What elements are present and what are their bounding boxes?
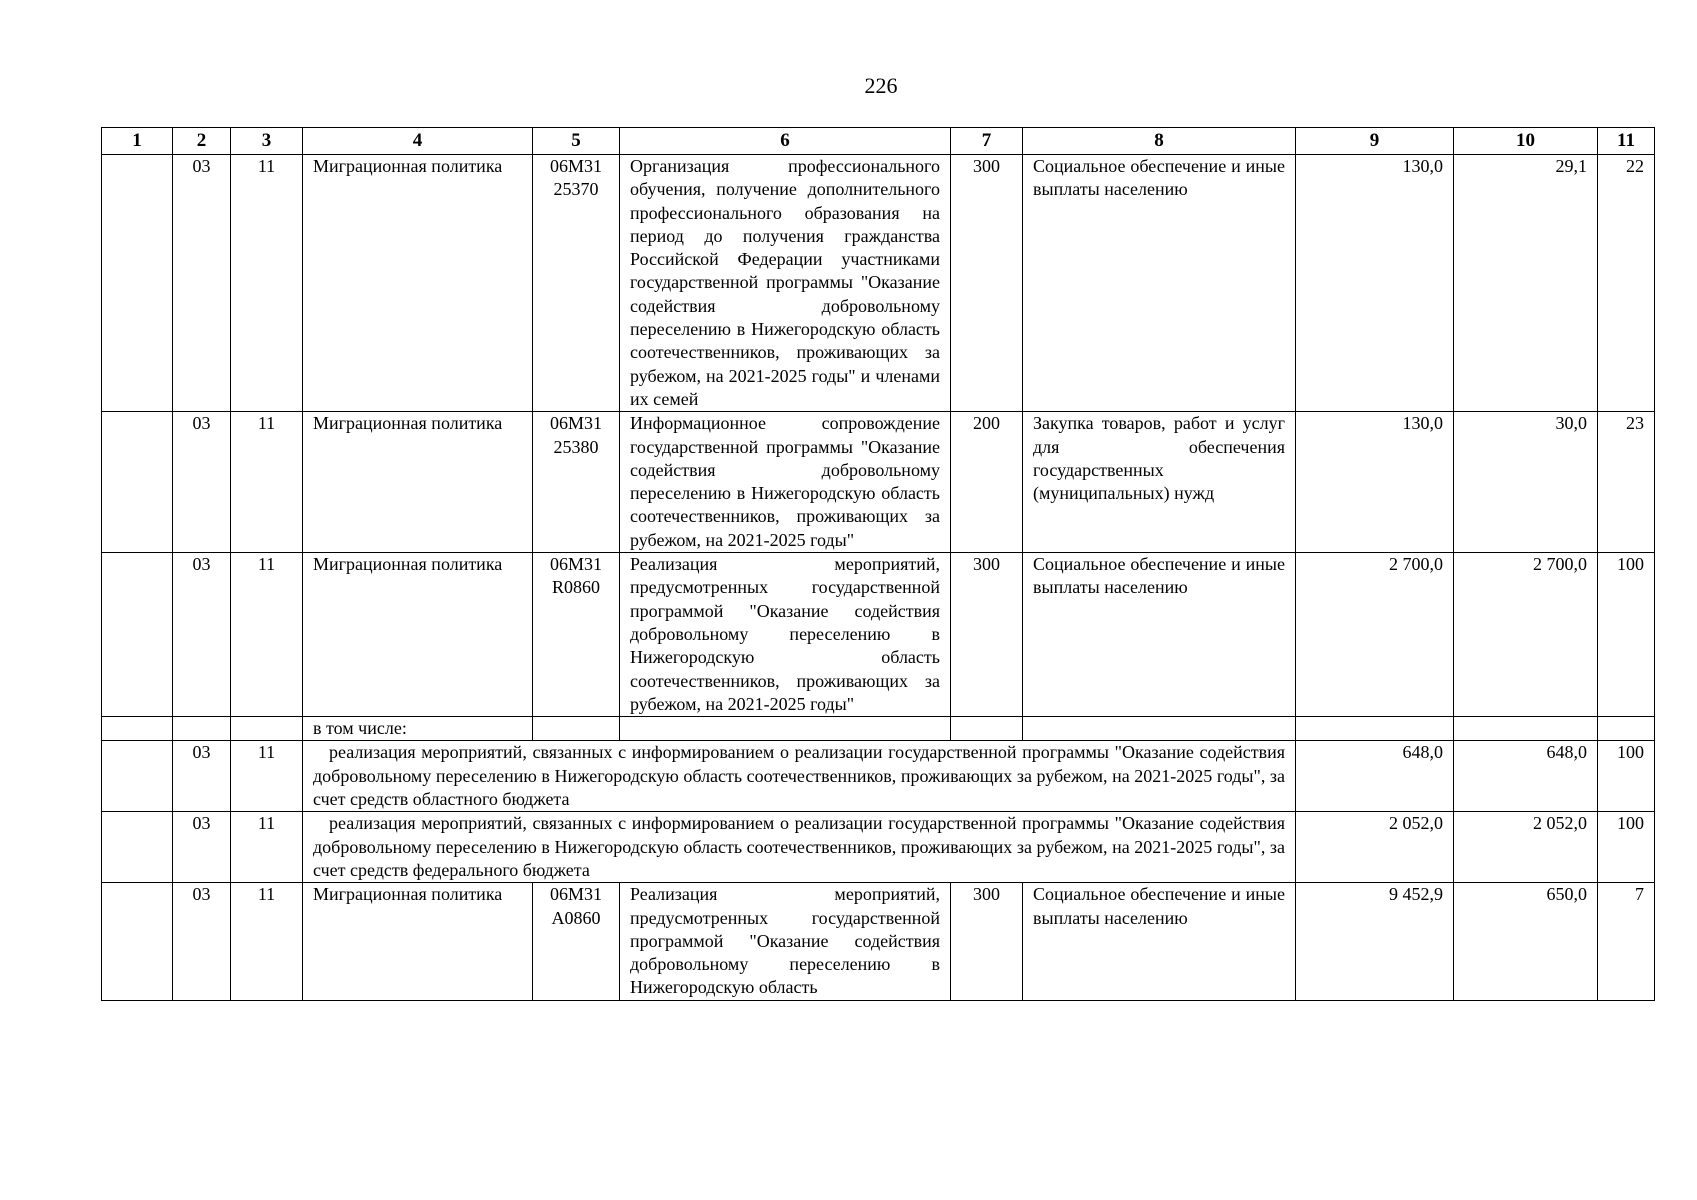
cell-empty bbox=[231, 717, 303, 741]
expense-type-code: 200 bbox=[951, 412, 1023, 553]
target-code bbox=[533, 883, 620, 1000]
item-description: Информационное сопровождение государственной программы "Оказание содействия добровольному переселению в Нижегородскую область соотечественников, проживающих за рубежом, на 2021-2025 годы" bbox=[620, 412, 951, 553]
expense-type-name: Закупка товаров, работ и услуг для обеспечения государственных (муниципальных) нужд bbox=[1023, 412, 1296, 553]
fact-amount: 650,0 bbox=[1454, 883, 1598, 1000]
plan-amount: 2 700,0 bbox=[1296, 553, 1454, 717]
cell-empty bbox=[102, 155, 173, 412]
fact-amount: 29,1 bbox=[1454, 155, 1598, 412]
execution-percent: 7 bbox=[1598, 883, 1655, 1000]
expense-type-name: Социальное обеспечение и иные выплаты населению bbox=[1023, 155, 1296, 412]
target-code-line1: 06М31 bbox=[549, 156, 602, 176]
table-row bbox=[102, 155, 1655, 412]
plan-amount: 130,0 bbox=[1296, 412, 1454, 553]
column-header: 9 bbox=[1296, 128, 1454, 155]
merged-description: реализация мероприятий, связанных с информированием о реализации государственной программы "Оказание содействия добровольному переселению в Нижегородскую область соотечественников, проживающих за рубежом, на 2021-2025 годы", за счет средств областного бюджета bbox=[303, 741, 1296, 812]
page-number: 226 bbox=[864, 73, 898, 98]
target-code-line2: А0860 bbox=[551, 907, 601, 928]
cell-empty bbox=[102, 812, 173, 883]
budget-table bbox=[101, 127, 1655, 1001]
expense-type-code: 300 bbox=[951, 883, 1023, 1000]
fact-amount: 30,0 bbox=[1454, 412, 1598, 553]
item-name: Миграционная политика bbox=[303, 412, 533, 553]
target-code-line2: 25380 bbox=[553, 436, 599, 457]
section-code: 03 bbox=[173, 155, 231, 412]
cell-empty bbox=[173, 717, 231, 741]
target-code-line1: 06М31 bbox=[549, 413, 602, 434]
execution-percent: 22 bbox=[1598, 155, 1655, 412]
cell-empty bbox=[102, 883, 173, 1000]
fact-amount: 2 700,0 bbox=[1454, 553, 1598, 717]
subsection-code: 11 bbox=[231, 883, 303, 1000]
expense-type-code: 300 bbox=[951, 553, 1023, 717]
execution-percent: 100 bbox=[1598, 741, 1655, 812]
expense-type-name: Социальное обеспечение и иные выплаты населению bbox=[1023, 553, 1296, 717]
item-name: Миграционная политика bbox=[303, 883, 533, 1000]
column-header: 11 bbox=[1598, 128, 1655, 155]
target-code bbox=[533, 155, 620, 412]
subsection-code: 11 bbox=[231, 155, 303, 412]
cell-empty bbox=[102, 717, 173, 741]
item-description: Реализация мероприятий, предусмотренных государственной программой "Оказание содействия добровольному переселению в Нижегородскую область bbox=[620, 883, 951, 1000]
table-row bbox=[102, 553, 1655, 717]
section-code: 03 bbox=[173, 812, 231, 883]
table-row bbox=[102, 741, 1655, 812]
column-header: 4 bbox=[303, 128, 533, 155]
column-header: 6 bbox=[620, 128, 951, 155]
column-header: 1 bbox=[102, 128, 173, 155]
expense-type-name: Социальное обеспечение и иные выплаты населению bbox=[1023, 883, 1296, 1000]
cell-empty bbox=[1454, 717, 1598, 741]
column-header: 2 bbox=[173, 128, 231, 155]
section-code: 03 bbox=[173, 412, 231, 553]
cell-empty bbox=[1296, 717, 1454, 741]
target-code-line1: 06М31 bbox=[549, 884, 602, 905]
target-code-line2: 25370 bbox=[553, 179, 599, 200]
item-description: Организация профессионального обучения, получение дополнительного профессионального образования на период до получения гражданства Российской Федерации участниками государственной программы "Оказание содействия добровольному переселению в Нижегородскую область соотечественников, проживающих за рубежом, на 2021-2025 годы" и членами их семей bbox=[620, 155, 951, 412]
table-row bbox=[102, 412, 1655, 553]
column-header: 10 bbox=[1454, 128, 1598, 155]
cell-empty bbox=[951, 717, 1023, 741]
header-row bbox=[102, 128, 1655, 155]
cell-empty bbox=[102, 412, 173, 553]
subsection-code: 11 bbox=[231, 812, 303, 883]
cell-empty bbox=[533, 717, 620, 741]
cell-empty bbox=[1598, 717, 1655, 741]
subsection-code: 11 bbox=[231, 741, 303, 812]
plan-amount: 2 052,0 bbox=[1296, 812, 1454, 883]
including-label: в том числе: bbox=[303, 717, 533, 741]
column-header: 7 bbox=[951, 128, 1023, 155]
column-header: 5 bbox=[533, 128, 620, 155]
section-code: 03 bbox=[173, 741, 231, 812]
fact-amount: 648,0 bbox=[1454, 741, 1598, 812]
cell-empty bbox=[620, 717, 951, 741]
table-row bbox=[102, 883, 1655, 1000]
fact-amount: 2 052,0 bbox=[1454, 812, 1598, 883]
target-code bbox=[533, 412, 620, 553]
cell-empty bbox=[1023, 717, 1296, 741]
column-header: 8 bbox=[1023, 128, 1296, 155]
table-row bbox=[102, 812, 1655, 883]
cell-empty bbox=[102, 741, 173, 812]
table-row bbox=[102, 717, 1655, 741]
target-code-line1: 06М31 bbox=[549, 554, 602, 575]
execution-percent: 23 bbox=[1598, 412, 1655, 553]
execution-percent: 100 bbox=[1598, 812, 1655, 883]
subsection-code: 11 bbox=[231, 412, 303, 553]
target-code-line2: R0860 bbox=[551, 577, 600, 598]
cell-empty bbox=[102, 553, 173, 717]
plan-amount: 648,0 bbox=[1296, 741, 1454, 812]
item-name: Миграционная политика bbox=[303, 553, 533, 717]
plan-amount: 130,0 bbox=[1296, 155, 1454, 412]
merged-description: реализация мероприятий, связанных с информированием о реализации государственной программы "Оказание содействия добровольному переселению в Нижегородскую область соотечественников, проживающих за рубежом, на 2021-2025 годы", за счет средств федерального бюджета bbox=[303, 812, 1296, 883]
expense-type-code: 300 bbox=[951, 155, 1023, 412]
execution-percent: 100 bbox=[1598, 553, 1655, 717]
item-name: Миграционная политика bbox=[303, 155, 533, 412]
section-code: 03 bbox=[173, 553, 231, 717]
section-code: 03 bbox=[173, 883, 231, 1000]
item-description: Реализация мероприятий, предусмотренных государственной программой "Оказание содействия добровольному переселению в Нижегородскую область соотечественников, проживающих за рубежом, на 2021-2025 годы" bbox=[620, 553, 951, 717]
plan-amount: 9 452,9 bbox=[1296, 883, 1454, 1000]
column-header: 3 bbox=[231, 128, 303, 155]
target-code bbox=[533, 553, 620, 717]
subsection-code: 11 bbox=[231, 553, 303, 717]
